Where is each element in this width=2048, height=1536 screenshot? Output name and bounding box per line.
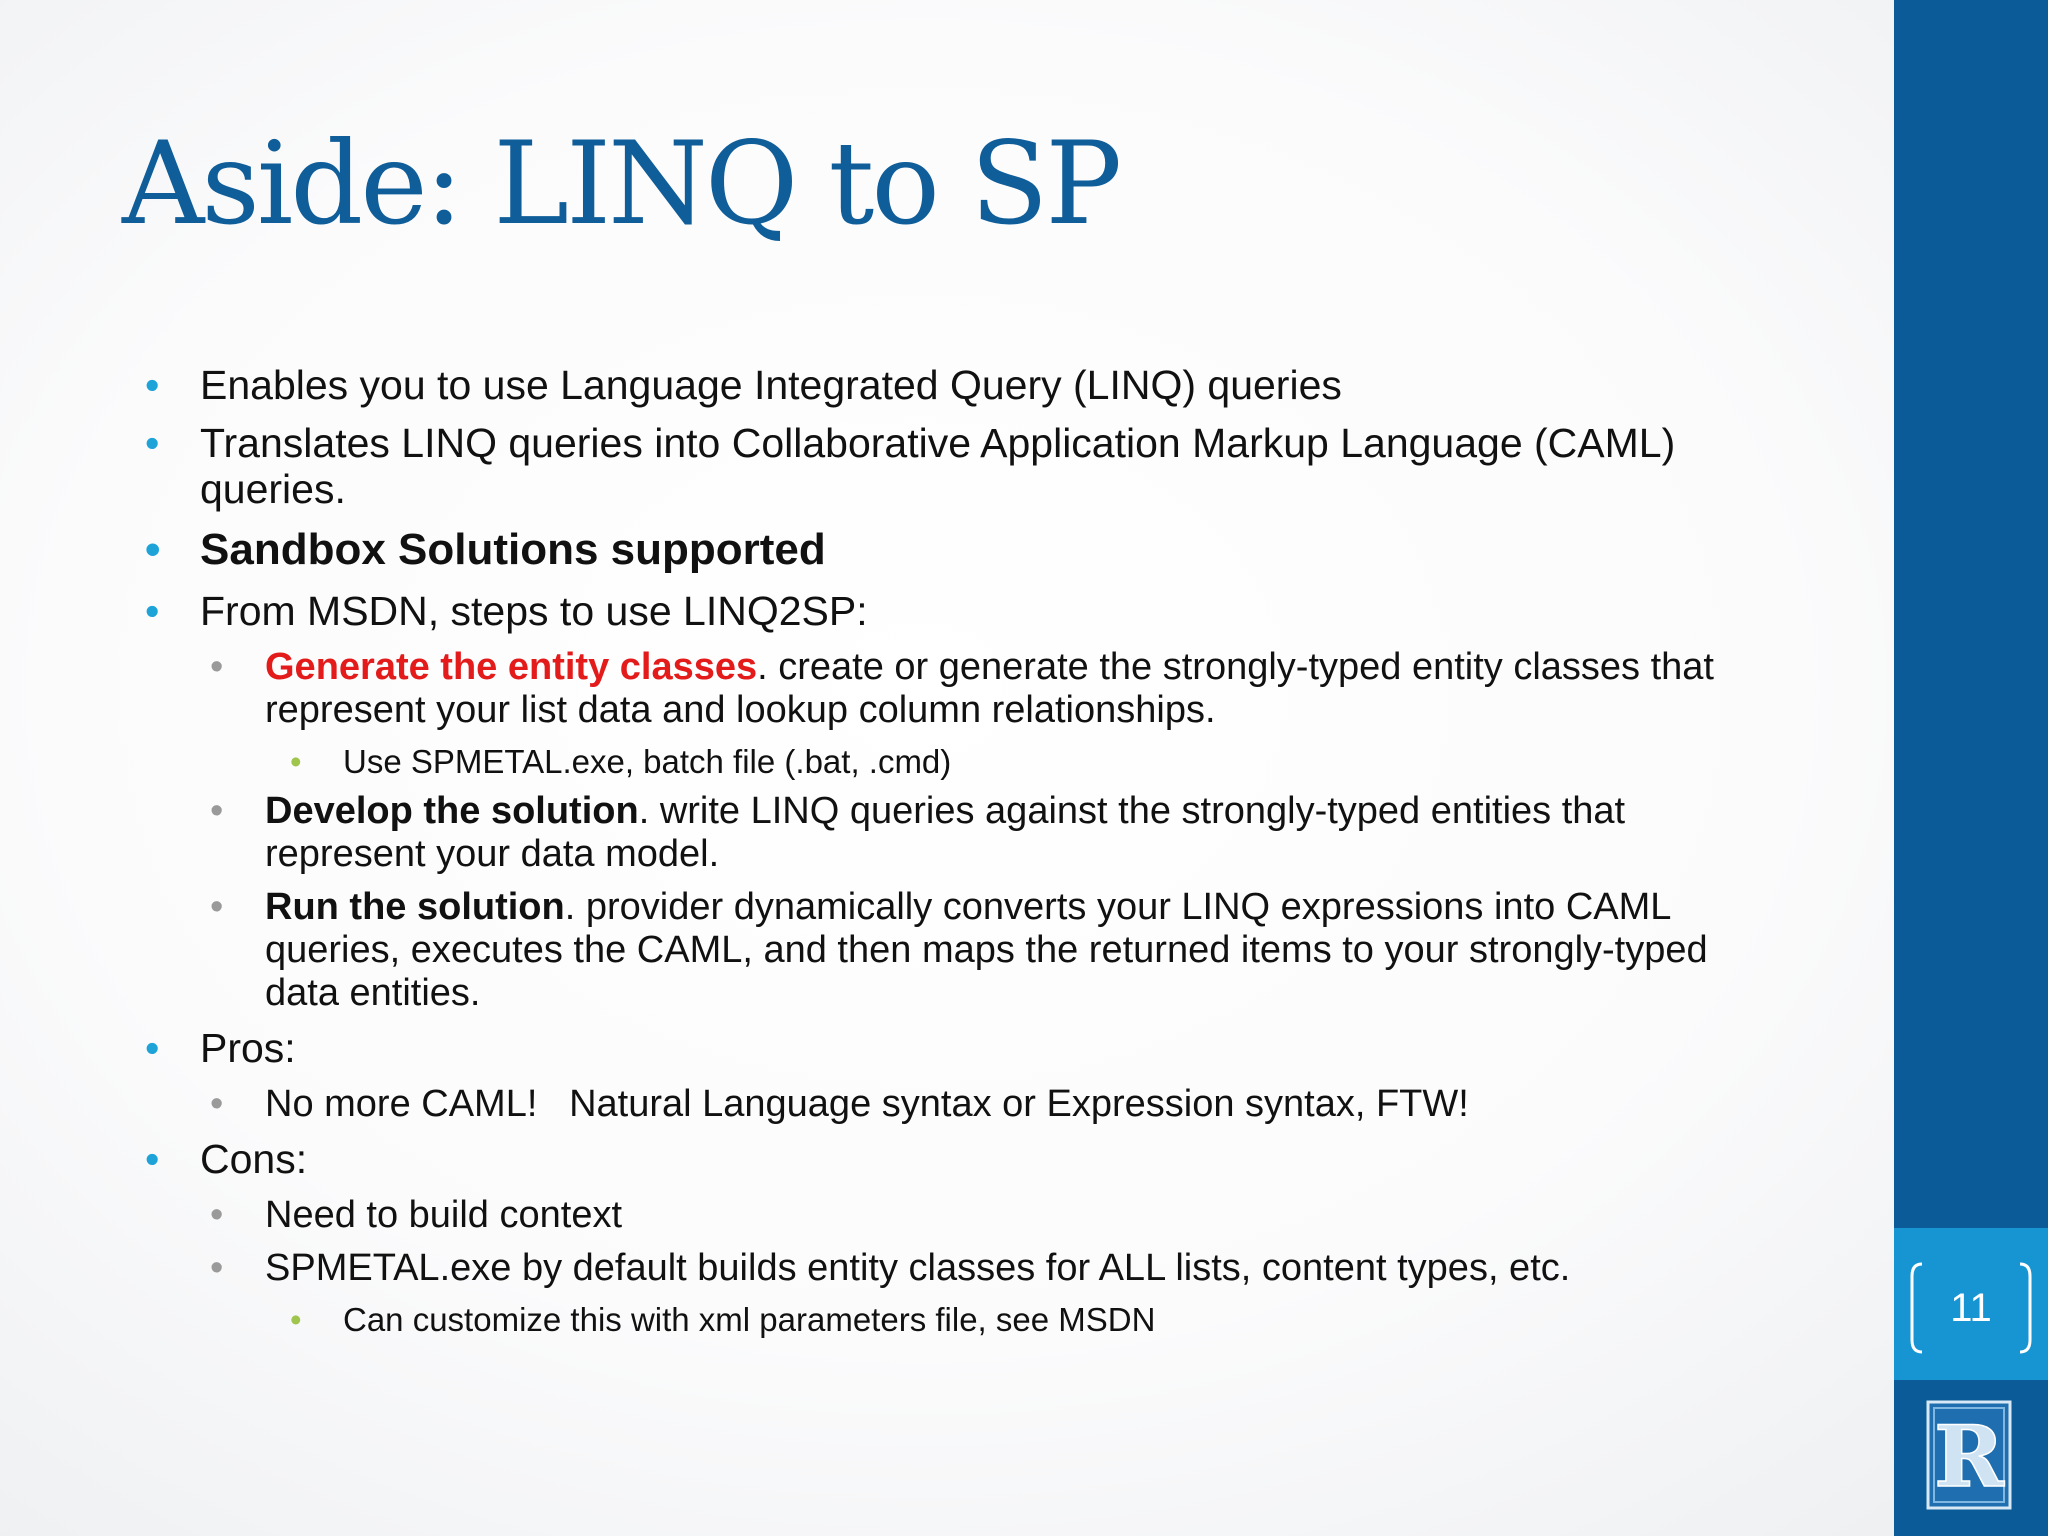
step-generate-text: . create or generate the strongly-typed entity classes that represent your list data and lookup column relationships. [265,646,1714,731]
step-run-lead: Run the solution [265,886,565,928]
step-develop-lead: Develop the solution [265,790,639,832]
r-logo-icon [1926,1400,2012,1510]
slide-body [145,362,1785,1348]
bullet-sandbox-supported: • Sandbox Solutions supported [145,524,1785,576]
page-number: 11 [1950,1286,1992,1330]
step-generate-sub-spmetal: • Use SPMETAL.exe, batch file (.bat, .cmd) [290,742,1785,782]
step-generate-lead: Generate the entity classes [265,646,758,688]
bullet-pros: • Pros: [145,1025,1785,1071]
pros-no-more-caml: • No more CAML! Natural Language syntax or Expression syntax, FTW! [210,1083,1785,1126]
step-run-solution [210,886,1785,1015]
slide-title: Aside: LINQ to SP [122,117,1120,250]
cons-customize-xml: • Can customize this with xml parameters file, see MSDN [290,1300,1785,1340]
bullet-enables-linq: • Enables you to use Language Integrated Query (LINQ) queries [145,362,1785,408]
cons-spmetal-all-lists: • SPMETAL.exe by default builds entity classes for ALL lists, content types, etc. [210,1247,1785,1290]
cons-build-context: • Need to build context [210,1194,1785,1237]
bullet-msdn-steps: • From MSDN, steps to use LINQ2SP: [145,588,1785,634]
step-generate-entity-classes [210,646,1785,732]
step-develop-text: . write LINQ queries against the strongly-typed entities that represent your data model. [265,790,1626,875]
logo-letter: R [1934,1407,2004,1506]
step-develop-solution [210,790,1785,876]
bullet-translates-caml: • Translates LINQ queries into Collaborative Application Markup Language (CAML) queries. [145,420,1785,512]
step-run-text: . provider dynamically converts your LINQ expressions into CAML queries, executes the CAML, and then maps the returned items to your strongly-typed data entities. [265,886,1708,1014]
bullet-cons: • Cons: [145,1136,1785,1182]
